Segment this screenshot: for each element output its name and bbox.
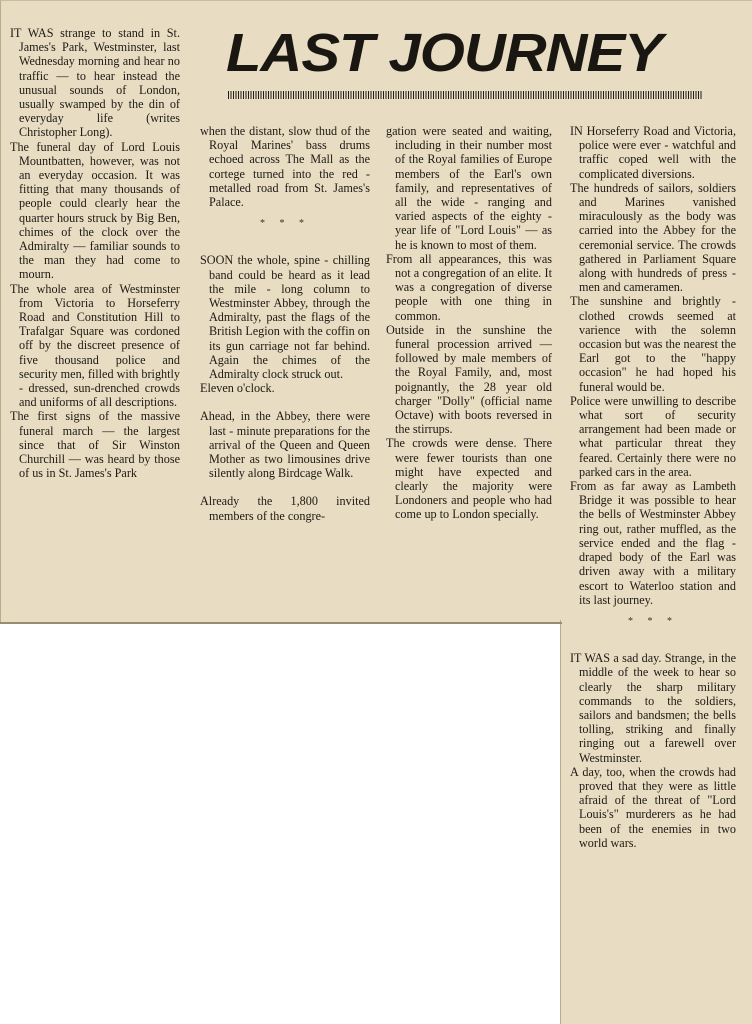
headline: LAST JOURNEY xyxy=(226,23,662,83)
paragraph: From all appearances, this was not a congregation of an elite. It was a congregation of diverse people with one thing in common. xyxy=(386,251,552,323)
column-1 xyxy=(10,26,180,481)
paragraph: The funeral day of Lord Louis Mountbatten, however, was not an everyday occasion. It was fitting that many thousands of people could clearly hear the quarter hours struck by Big Ben, chimes of the clock over the Admiralty — familiar sounds to the man they had come to mourn. xyxy=(10,139,180,282)
spacer xyxy=(200,239,370,253)
paragraph: IT WAS strange to stand in St. James's Park, Westminster, last Wednesday morning and hear no traffic — to hear instead the unusual sounds of London, usually swamped by the din of everyday life (writes Christopher Long). xyxy=(10,26,180,140)
spacer xyxy=(570,637,736,651)
paragraph: A day, too, when the crowds had proved that they were as little afraid of the threat of "Lord Louis's" murderers as he had been of the enemies in two world wars. xyxy=(570,764,736,850)
paragraph: The crowds were dense. There were fewer tourists than one might have expected and clearly the majority were Londoners and people who had come up to London specially. xyxy=(386,436,552,522)
column-2 xyxy=(200,124,370,523)
paragraph: Ahead, in the Abbey, there were last - minute preparations for the arrival of the Queen and Queen Mother as two limousines drive silently along Birdcage Walk. xyxy=(200,409,370,481)
paragraph: Already the 1,800 invited members of the congre- xyxy=(200,494,370,523)
headline-rule xyxy=(228,91,702,99)
section-separator: * * * xyxy=(260,218,310,230)
paragraph: gation were seated and waiting, including in their number most of the Royal families of Europe members of the Earl's own family, and representatives of all the wide - ranging and varied aspects of the eighty - year life of "Lord Louis" — as he is known to most of them. xyxy=(386,124,552,252)
paragraph: From as far away as Lambeth Bridge it was possible to hear the bells of Westminster Abbey ring out, rather muffled, as the service ended and the flag - draped body of the Earl was driven away with a military escort to Waterloo station and its last journey. xyxy=(570,479,736,607)
paragraph: Eleven o'clock. xyxy=(200,381,275,396)
paragraph: The whole area of Westminster from Victoria to Horseferry Road and Constitution Hill to Trafalgar Square was cordoned off by the discreet presence of five thousand police and security men, filled with brightly - dressed, sun-drenched crowds and uniforms of all descriptions. xyxy=(10,281,180,410)
paragraph: The first signs of the massive funeral march — the largest since that of Sir Winston Churchill — was heard by those of us in St. James's Park xyxy=(10,409,180,481)
section-separator: * * * xyxy=(628,615,678,627)
spacer xyxy=(200,480,370,494)
spacer xyxy=(200,395,370,409)
column-3 xyxy=(386,124,552,522)
paragraph: when the distant, slow thud of the Royal Marines' bass drums echoed across The Mall as the cortege turned into the red - metalled road from St. James's Palace. xyxy=(200,124,370,210)
paragraph: Outside in the sunshine the funeral procession arrived — followed by male members of the Royal Family, and, most poignantly, the 28 year old charger "Dolly" (official name Octave) with boots reversed in the stirrups. xyxy=(386,322,552,437)
column-4 xyxy=(570,124,736,850)
paragraph: Police were unwilling to describe what sort of security arrangement had been made or what particular threat they feared. Certainly there were no parked cars in the area. xyxy=(570,393,736,479)
paragraph: The hundreds of sailors, soldiers and Marines vanished miraculously as the body was carried into the Abbey for the ceremonial service. The crowds gathered in Parliament Square along with hundreds of press - men and cameramen. xyxy=(570,180,736,295)
paragraph: The sunshine and brightly - clothed crowds seemed at varience with the solemn occasion but was the nearest the Earl got to the "happy occasion" he had hoped his funeral would be. xyxy=(570,294,736,394)
paragraph: IN Horseferry Road and Victoria, police were ever - watchful and traffic coped well with the complicated diversions. xyxy=(570,124,736,181)
paragraph: IT WAS a sad day. Strange, in the middle of the week to hear so clearly the sharp military commands to the soldiers, sailors and bandsmen; the bells tolling, striking and finally ringing out a farewell over Westminster. xyxy=(570,651,736,765)
paragraph: SOON the whole, spine - chilling band could be heard as it lead the mile - long column to Westminster Abbey, through the Admiralty, past the flags of the British Legion with the coffin on its gun carriage not far behind. Again the chimes of the Admiralty clock struck out. xyxy=(200,253,370,382)
clipping-edge xyxy=(0,622,562,624)
